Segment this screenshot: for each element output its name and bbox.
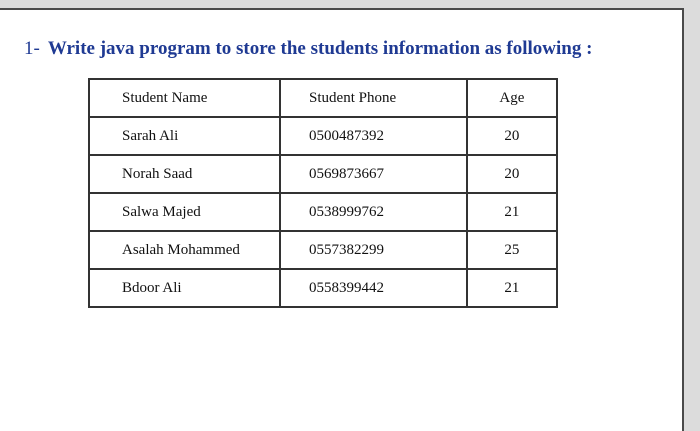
cell-student-phone: 0538999762 <box>280 193 467 231</box>
question-prompt <box>24 38 592 60</box>
cell-student-name: Sarah Ali <box>89 117 280 155</box>
table-header-row <box>89 79 557 117</box>
table-row <box>89 231 557 269</box>
cell-age: 21 <box>467 193 557 231</box>
cell-student-phone: 0500487392 <box>280 117 467 155</box>
document-sheet <box>0 8 684 431</box>
cell-student-phone: 0557382299 <box>280 231 467 269</box>
question-number: 1- <box>24 38 40 59</box>
header-student-phone: Student Phone <box>280 79 467 117</box>
table-row <box>89 117 557 155</box>
cell-age: 20 <box>467 117 557 155</box>
question-text: Write java program to store the students information as following : <box>47 38 593 59</box>
table-row <box>89 269 557 307</box>
header-age: Age <box>467 79 557 117</box>
cell-student-name: Salwa Majed <box>89 193 280 231</box>
cell-student-name: Asalah Mohammed <box>89 231 280 269</box>
cell-student-name: Norah Saad <box>89 155 280 193</box>
cell-student-phone: 0558399442 <box>280 269 467 307</box>
cut-off-heading <box>220 0 470 8</box>
students-table <box>88 78 558 308</box>
cell-age: 21 <box>467 269 557 307</box>
cell-student-name: Bdoor Ali <box>89 269 280 307</box>
cell-student-phone: 0569873667 <box>280 155 467 193</box>
table-row <box>89 193 557 231</box>
table-row <box>89 155 557 193</box>
header-student-name: Student Name <box>89 79 280 117</box>
cell-age: 25 <box>467 231 557 269</box>
cell-age: 20 <box>467 155 557 193</box>
